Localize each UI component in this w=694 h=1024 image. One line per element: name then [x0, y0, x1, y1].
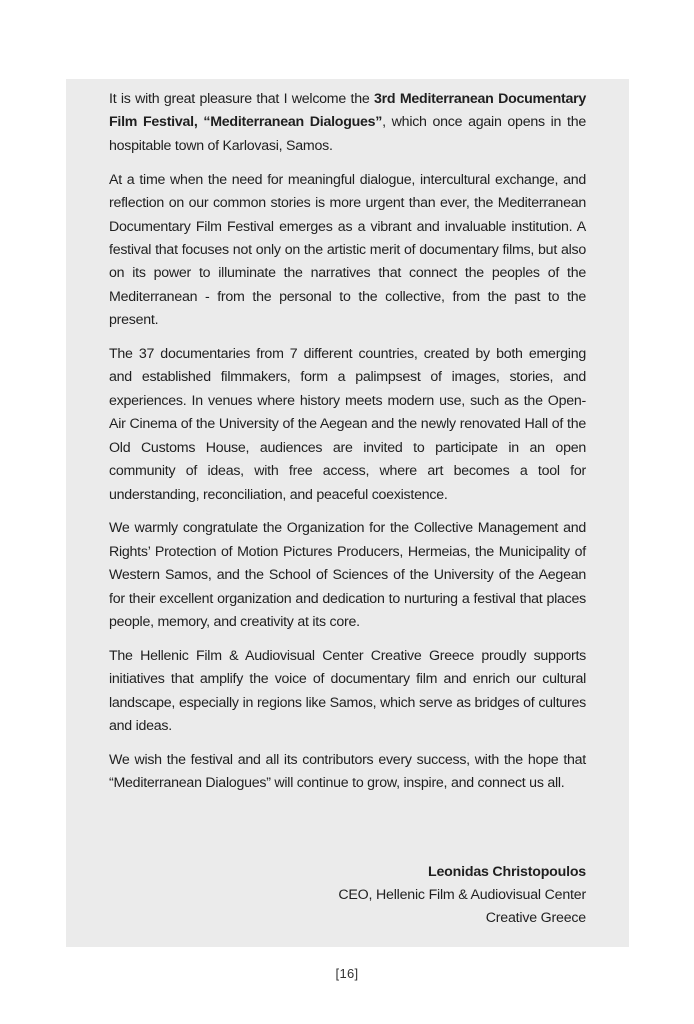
welcome-text-end: , which once again opens in the hospitable town of Karlovasi, Samos.	[109, 114, 587, 154]
paragraph-documentaries: The 37 documentaries from 7 different countries, created by both emerging and established filmmakers, form a palimpsest of images, stories, and experiences. In venues where history meets modern use, such as the Open-Air Cinema of the University of the Aegean and the newly renovated Hall of the Old Customs House, audiences are invited to participate in an open community of ideas, with free access, where art becomes a tool for understanding, reconciliation, and peaceful coexistence.	[109, 346, 586, 503]
paragraph-congratulations: We warmly congratulate the Organization for the Collective Management and Rights’ Protection of Motion Pictures Producers, Hermeias, the Municipality of Western Samos, and the School of Sciences of the University of the Aegean for their excellent organization and dedication to nurturing a festival that places people, memory, and creativity at its core.	[109, 520, 586, 631]
paragraph-welcome	[109, 88, 586, 158]
letter-panel	[66, 79, 629, 947]
welcome-text-start: It is with great pleasure that I welcome the	[109, 91, 375, 107]
signatory-name: Leonidas Christopoulos	[428, 864, 586, 880]
signature-block	[338, 861, 586, 931]
paragraph-dialogue: At a time when the need for meaningful dialogue, intercultural exchange, and reflection on our common stories is more urgent than ever, the Mediterranean Documentary Film Festival emerges as a vibrant and invaluable institution. A festival that focuses not only on the artistic merit of documentary films, but also on its power to illuminate the narratives that connect the peoples of the Mediterranean - from the personal to the collective, from the past to the present.	[109, 171, 586, 329]
festival-name: 3rd Mediterranean Documentary Film Festival, “Mediterranean Dialogues”	[109, 91, 587, 131]
signatory-organization: Creative Greece	[485, 910, 586, 927]
paragraph-support: The Hellenic Film & Audiovisual Center Creative Greece proudly supports initiatives that amplify the voice of documentary film and enrich our cultural landscape, especially in regions like Samos, which serve as bridges of cultures and ideas.	[109, 647, 586, 735]
signatory-title: CEO, Hellenic Film & Audiovisual Center	[338, 887, 586, 904]
letter-body	[109, 88, 586, 806]
paragraph-wishes: We wish the festival and all its contributors every success, with the hope that “Mediterranean Dialogues” will continue to grow, inspire, and connect us all.	[109, 752, 586, 792]
page-number: [16]	[335, 966, 359, 981]
